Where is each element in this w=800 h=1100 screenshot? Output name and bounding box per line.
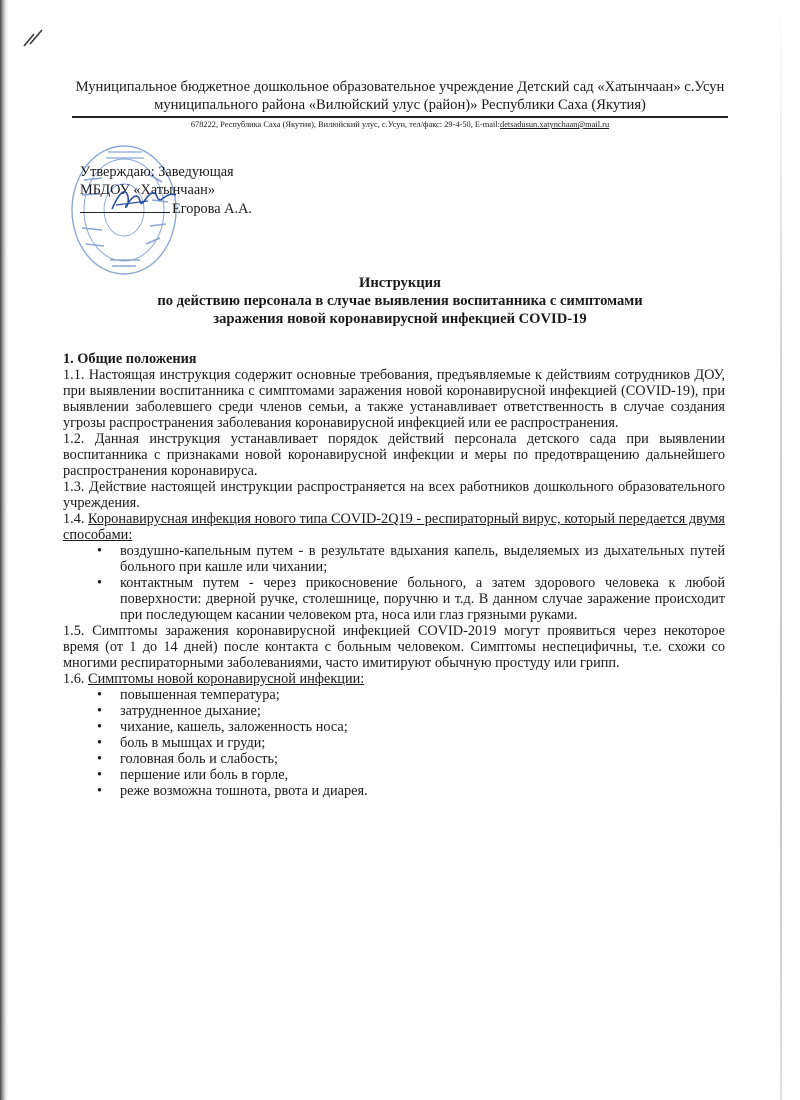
paragraph-1-4	[63, 511, 725, 543]
bullet: •	[97, 575, 103, 591]
org-contacts	[72, 119, 728, 130]
org-name-line-2: муниципального района «Вилюйский улус (район)» Республики Саха (Якутия)	[154, 97, 646, 113]
bullet: •	[97, 767, 103, 783]
title-line-3: заражения новой коронавирусной инфекцией COVID-19	[213, 311, 587, 327]
scan-edge	[0, 0, 8, 1100]
list-item	[63, 687, 725, 703]
list-item	[63, 767, 725, 783]
paragraph-1-6	[63, 671, 725, 687]
scan-artifact-mark	[22, 28, 46, 50]
approver-name: Егорова А.А.	[172, 201, 252, 217]
title-line-2: по действию персонала в случае выявления воспитанника с симптомами	[157, 293, 643, 309]
letterhead-rule	[72, 116, 728, 118]
document-body	[63, 351, 725, 799]
list-item	[63, 703, 725, 719]
document-title	[72, 274, 728, 328]
list-item-text: повышенная температура;	[120, 687, 280, 703]
list-item	[63, 543, 725, 575]
list-item-text: чихание, кашель, заложенность носа;	[120, 719, 348, 735]
paragraph-1-3: 1.3. Действие настоящей инструкции распространяется на всех работников дошкольного образовательного учреждения.	[63, 479, 725, 511]
bullet: •	[97, 751, 103, 767]
list-item-text: воздушно-капельным путем - в результате вдыхания капель, выделяемых из дыхательных путей больного при кашле или чихании;	[120, 543, 725, 575]
scan-edge-right	[780, 0, 782, 1100]
bullet: •	[97, 735, 103, 751]
list-item	[63, 719, 725, 735]
list-item-text: першение или боль в горле,	[120, 767, 289, 783]
list-item-text: боль в мышцах и груди;	[120, 735, 266, 751]
paragraph-1-2: 1.2. Данная инструкция устанавливает порядок действий персонала детского сада при выявлении воспитанника с признаками новой коронавирусной инфекции и меры по предотвращению дальнейшего распространения коронавируса.	[63, 431, 725, 479]
letterhead	[72, 78, 728, 130]
list-item-text: затрудненное дыхание;	[120, 703, 261, 719]
approval-title: Утверждаю: Заведующая	[80, 164, 234, 180]
bullet: •	[97, 687, 103, 703]
contact-email: detsadusun.xatynchaan@mail.ru	[500, 120, 610, 129]
list-item-text: головная боль и слабость;	[120, 751, 279, 767]
symptoms-list	[63, 687, 725, 799]
bullet: •	[97, 543, 103, 559]
list-item-text: контактным путем - через прикосновение больного, а затем здорового человека к любой поверхности: дверной ручке, столешнице, поручню и т.д. В данном случае заражение происходит при последующем касании человеком рта, носа или глаз грязными руками.	[120, 575, 725, 623]
paragraph-1-4-number: 1.4.	[63, 511, 89, 527]
contacts-text: 678222, Республика Саха (Якутия), Вилюйский улус, с.Усун, тел/факс: 29-4-50, E-mail:	[190, 120, 501, 129]
list-item	[63, 735, 725, 751]
handwritten-signature	[108, 183, 180, 217]
approval-org: МБДОУ «Хатынчаан»	[80, 182, 215, 198]
list-item-text: реже возможна тошнота, рвота и диарея.	[120, 783, 368, 799]
transmission-list	[63, 543, 725, 623]
paragraph-1-5: 1.5. Симптомы заражения коронавирусной инфекцией COVID-2019 могут проявиться через некоторое время (от 1 до 14 дней) после контакта с больным человеком. Симптомы неспецифичны, т.е. схожи со многими респираторными заболеваниями, часто имитируют обычную простуду или грипп.	[63, 623, 725, 671]
list-item	[63, 575, 725, 623]
bullet: •	[97, 703, 103, 719]
list-item	[63, 783, 725, 799]
section-heading: 1. Общие положения	[63, 351, 197, 367]
bullet: •	[97, 719, 103, 735]
paragraph-1-6-number: 1.6.	[63, 671, 89, 687]
paragraph-1-4-text: Коронавирусная инфекция нового типа COVID-2Q19 - респираторный вирус, который передается двумя способами:	[63, 511, 725, 543]
list-item	[63, 751, 725, 767]
paragraph-1-6-text: Симптомы новой коронавирусной инфекции:	[88, 671, 365, 687]
org-name-line-1: Муниципальное бюджетное дошкольное образовательное учреждение Детский сад «Хатынчаан» с.Усун	[75, 79, 725, 95]
paragraph-1-1: 1.1. Настоящая инструкция содержит основные требования, предъявляемые к действиям сотрудников ДОУ, при выявлении воспитанника с симптомами заражения новой коронавирусной инфекцией (COVID-19), при выявлении заболевшего среди членов семьи, а также устанавливает ответственность в случае создания угрозы распространения заболевания коронавирусной инфекцией или ее распространения.	[63, 367, 725, 431]
bullet: •	[97, 783, 103, 799]
title-line-1: Инструкция	[359, 275, 441, 291]
